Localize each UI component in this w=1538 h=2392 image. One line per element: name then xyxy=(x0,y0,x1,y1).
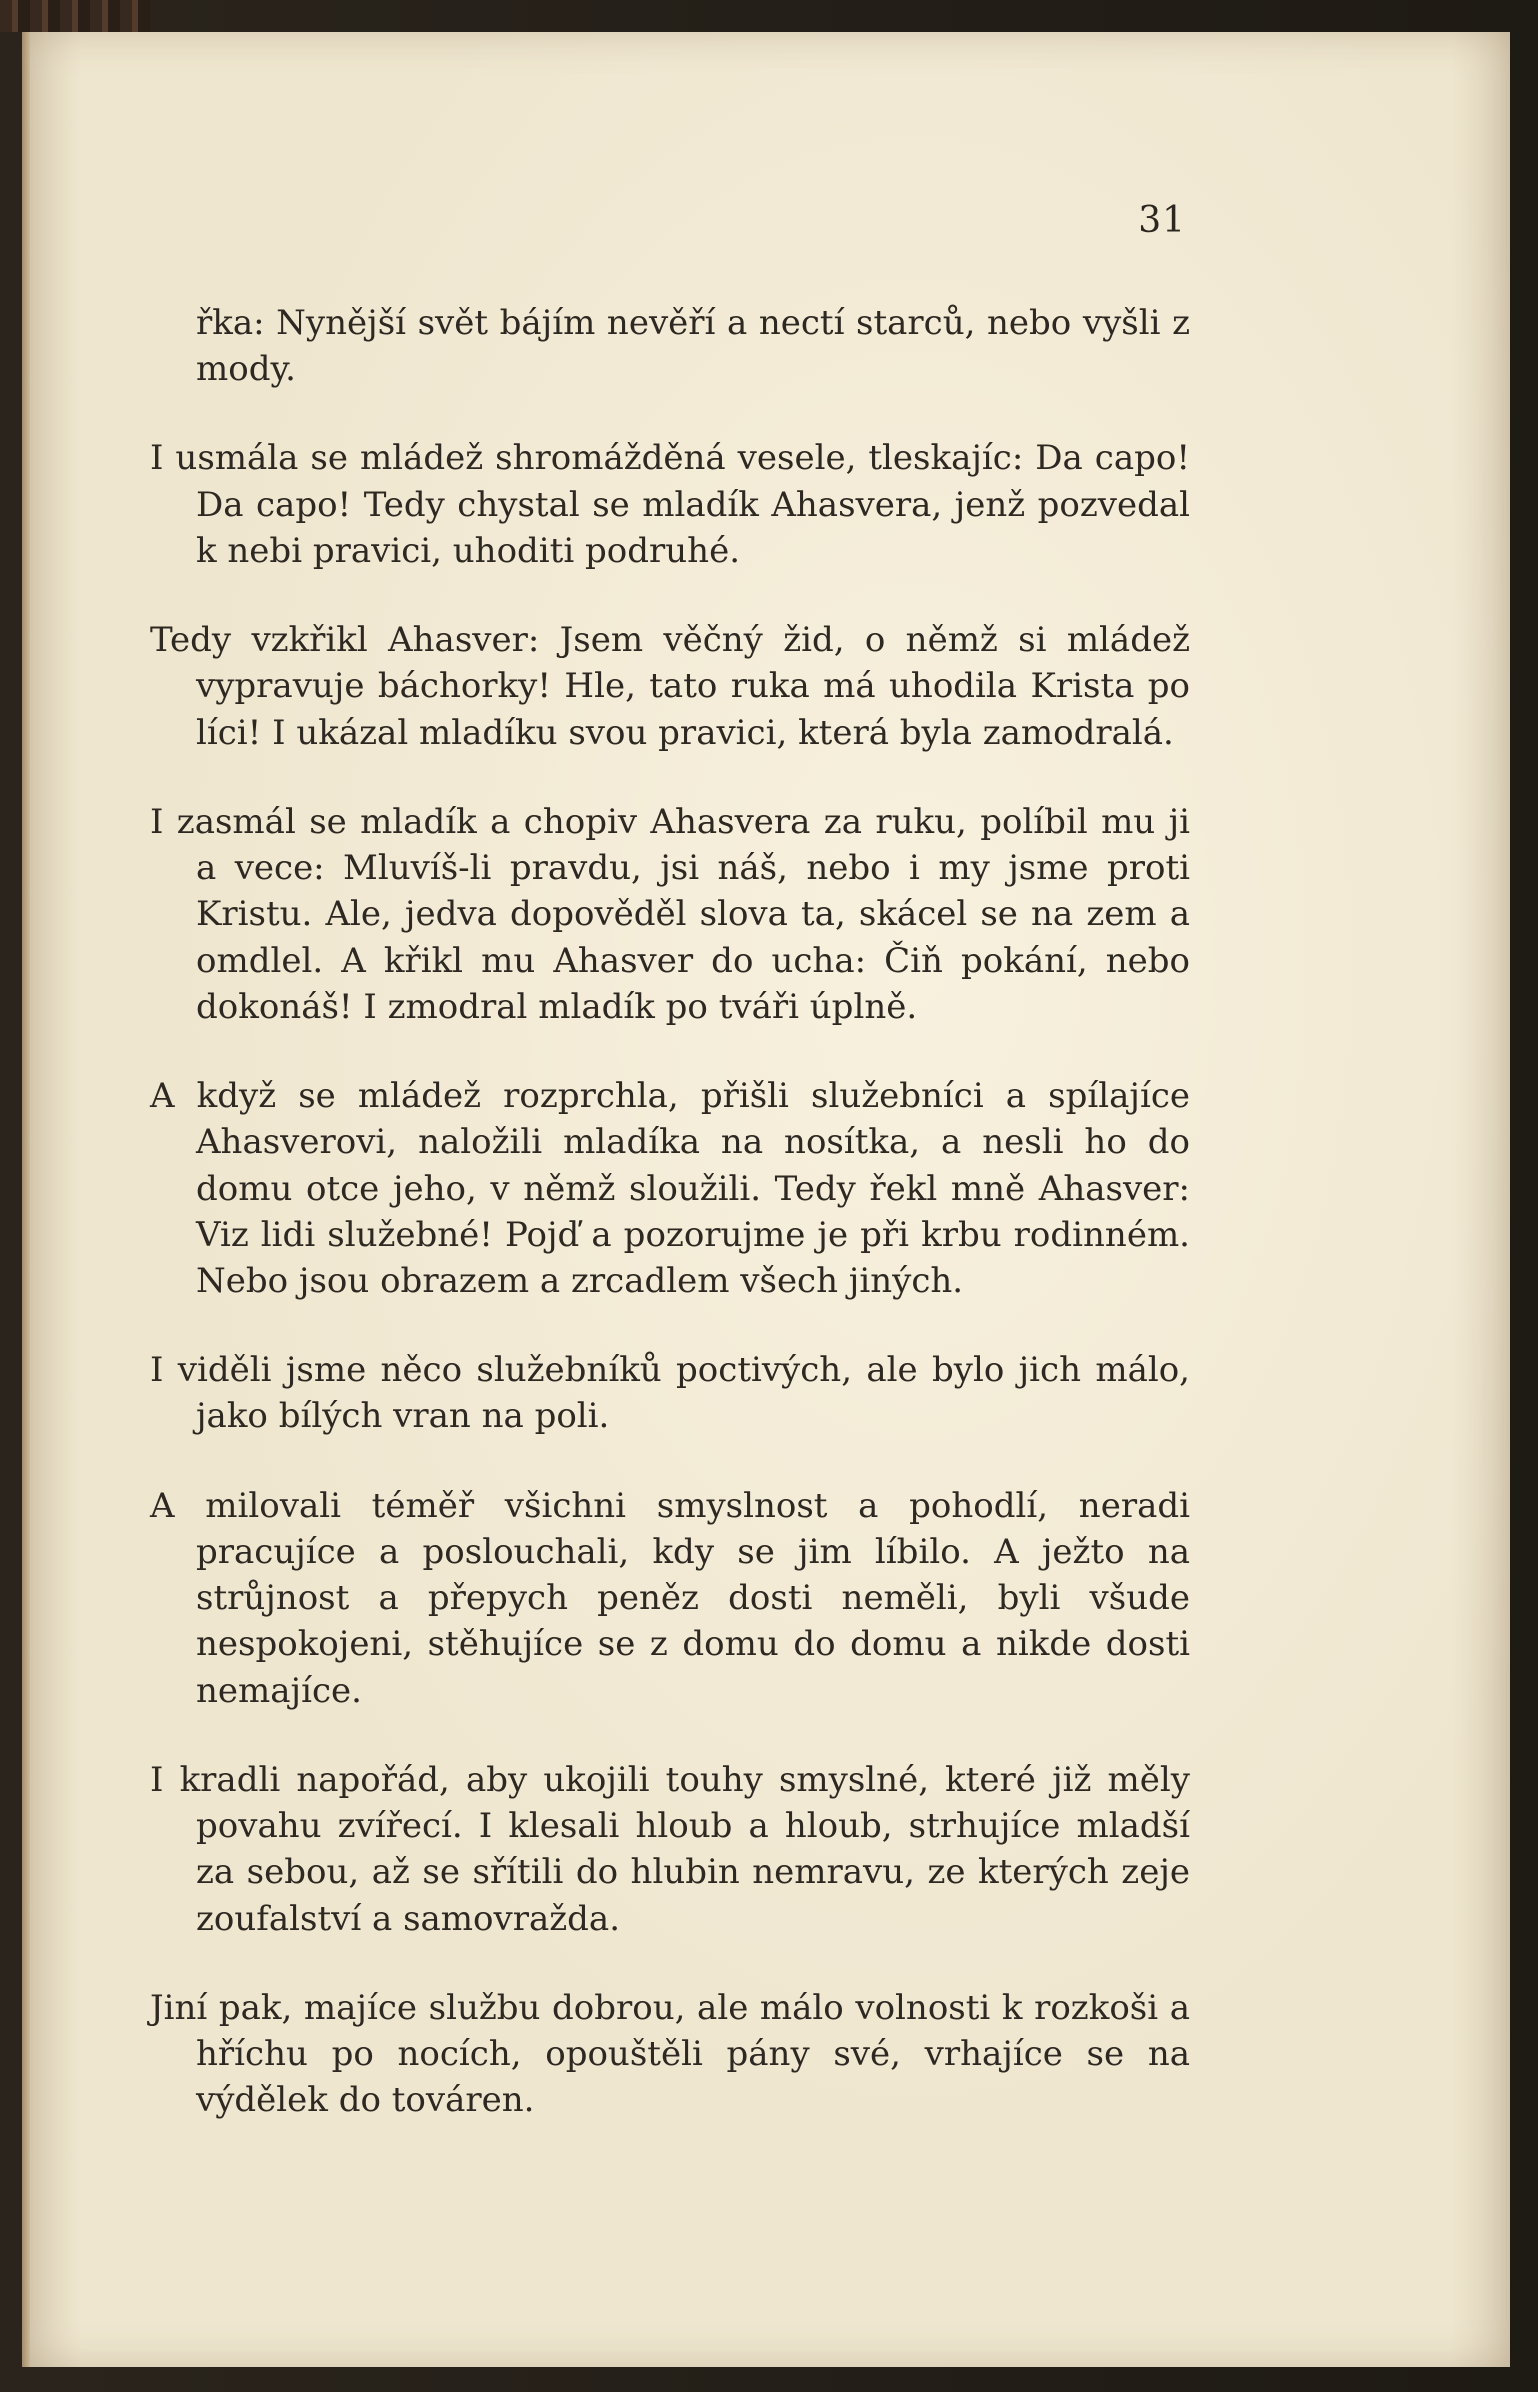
paragraph: Jiní pak, majíce službu dobrou, ale málo volnosti k rozkoši a hříchu po nocích, opouštěli pány své, vrhajíce se na výdělek do továren. xyxy=(150,1987,1190,2121)
paragraph: řka: Nynější svět bájím nevěří a nectí starců, nebo vyšli z mody. xyxy=(196,303,1190,390)
page-number: 31 xyxy=(1138,200,1186,241)
paragraph: I usmála se mládež shromážděná vesele, tleskajíc: Da capo! Da capo! Tedy chystal se mladík Ahasvera, jenž pozvedal k nebi pravici, uhoditi podruhé. xyxy=(150,438,1190,571)
paragraph: I viděli jsme něco služebníků poctivých, ale bylo jich málo, jako bílých vran na poli. xyxy=(150,1350,1190,1437)
paragraph: Tedy vzkřikl Ahasver: Jsem věčný žid, o němž si mládež vypravuje báchorky! Hle, tato ruka má uhodila Krista po líci! I ukázal mladíku svou pravici, která byla zamodralá. xyxy=(150,620,1190,753)
paragraph: A milovali téměř všichni smyslnost a pohodlí, neradi pracujíce a poslouchali, kdy se jim líbilo. A ježto na strůjnost a přepych peněz dosti neměli, byli všude nespokojeni, stěhujíce se z domu do domu a nikde dosti nemajíce. xyxy=(150,1485,1190,1711)
book-edge xyxy=(0,0,150,32)
page-text xyxy=(150,300,1190,2167)
paragraph: I kradli napořád, aby ukojili touhy smyslné, které již měly povahu zvířecí. I klesali hloub a hloub, strhujíce mladší za sebou, až se sřítili do hlubin nemravu, ze kterých zeje zoufalství a samovražda. xyxy=(150,1759,1190,1939)
paragraph: A když se mládež rozprchla, přišli služebníci a spílajíce Ahasverovi, naložili mladíka na nosítka, a nesli ho do domu otce jeho, v němž sloužili. Tedy řekl mně Ahasver: Viz lidi služebné! Pojď a pozorujme je při krbu rodinném. Nebo jsou obrazem a zrcadlem všech jiných. xyxy=(150,1076,1190,1301)
page-gutter xyxy=(22,32,30,2367)
paragraph: I zasmál se mladík a chopiv Ahasvera za ruku, políbil mu ji a vece: Mluvíš-li pravdu, jsi náš, nebo i my jsme proti Kristu. Ale, jedva dopověděl slova ta, skácel se na zem a omdlel. A křikl mu Ahasver do ucha: Čiň pokání, nebo dokonáš! I zmodral mladík po tváři úplně. xyxy=(150,801,1190,1027)
